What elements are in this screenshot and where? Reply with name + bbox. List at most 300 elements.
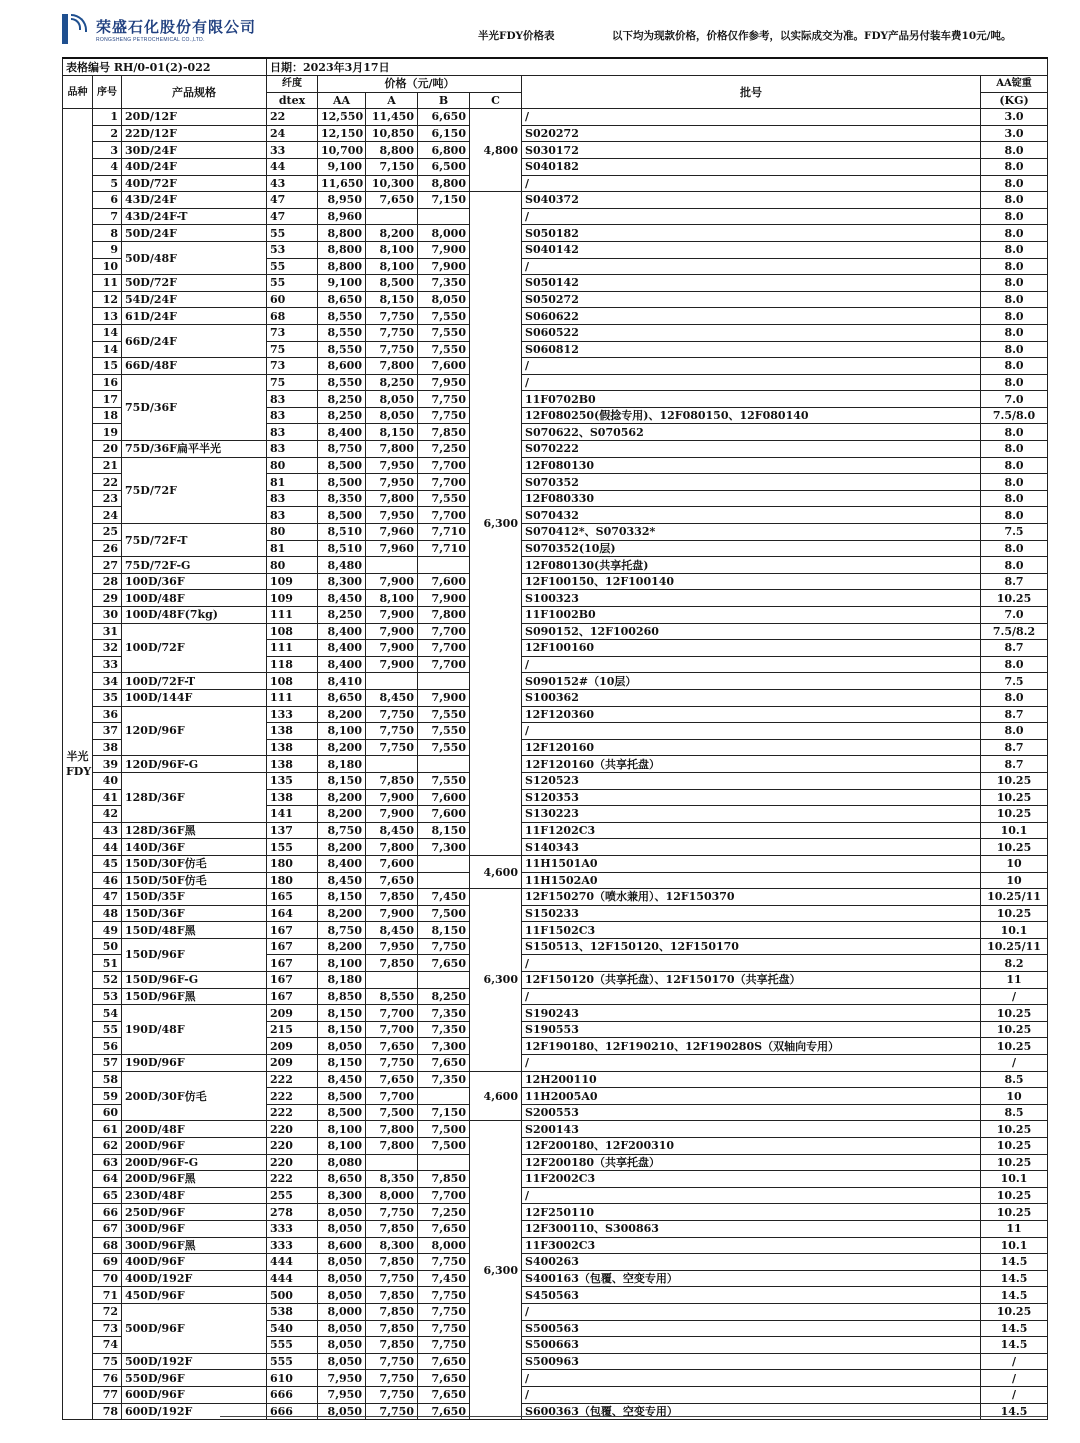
price-a: 8,450 [366,922,418,939]
dtex: 209 [267,1055,318,1072]
dtex: 109 [267,573,318,590]
price-aa: 8,250 [318,607,366,624]
table-row [63,922,1048,939]
price-a: 11,450 [366,109,418,126]
price-a: 7,850 [366,772,418,789]
batch-number: S150513、12F150120、12F150170 [522,938,981,955]
batch-number: S450563 [522,1287,981,1304]
batch-number: 12F080130 [522,457,981,474]
aa-weight: 8.0 [981,175,1048,192]
row-number: 35 [93,689,122,706]
product-spec: 66D/24F [122,324,267,357]
price-b: 7,550 [418,308,470,325]
price-aa: 8,400 [318,640,366,657]
product-spec: 43D/24F [122,192,267,209]
table-row [63,158,1048,175]
dtex: 24 [267,125,318,142]
product-spec: 600D/192F [122,1403,267,1420]
batch-number: 12F120360 [522,706,981,723]
product-spec: 150D/96F-G [122,972,267,989]
dtex: 55 [267,275,318,292]
product-spec: 54D/24F [122,291,267,308]
row-number: 66 [93,1204,122,1221]
price-aa: 8,180 [318,972,366,989]
dtex: 108 [267,673,318,690]
batch-number: S040142 [522,241,981,258]
price-a: 7,500 [366,1104,418,1121]
price-b: 7,500 [418,905,470,922]
product-spec: 200D/96F-G [122,1154,267,1171]
dtex: 83 [267,407,318,424]
divider [220,1416,1047,1417]
product-spec: 200D/96F黑 [122,1171,267,1188]
price-aa: 8,050 [318,1038,366,1055]
batch-number: 11H1501A0 [522,855,981,872]
product-spec: 230D/48F [122,1187,267,1204]
price-a: 8,000 [366,1187,418,1204]
dtex: 73 [267,358,318,375]
price-date: 日期：2023年3月17日 [267,58,1048,76]
price-aa: 8,050 [318,1287,366,1304]
batch-number: S200143 [522,1121,981,1138]
product-spec: 150D/50F仿毛 [122,872,267,889]
price-aa: 8,800 [318,241,366,258]
aa-weight: 10.25 [981,1154,1048,1171]
row-number: 7 [93,208,122,225]
dtex: 255 [267,1187,318,1204]
row-number: 78 [93,1403,122,1420]
dtex: 444 [267,1270,318,1287]
price-aa: 8,150 [318,1055,366,1072]
row-number: 17 [93,391,122,408]
aa-weight: 11 [981,972,1048,989]
price-b [418,756,470,773]
price-a: 7,900 [366,623,418,640]
dtex: 444 [267,1254,318,1271]
batch-number: 12F150270（喷水兼用）、12F150370 [522,889,981,906]
price-aa: 8,500 [318,1088,366,1105]
price-b: 8,800 [418,175,470,192]
price-a: 7,950 [366,507,418,524]
price-aa: 8,510 [318,540,366,557]
batch-number: 12F250110 [522,1204,981,1221]
table-row [63,1287,1048,1304]
row-number: 28 [93,573,122,590]
table-row [63,1353,1048,1370]
aa-weight: 3.0 [981,125,1048,142]
product-spec: 200D/96F [122,1138,267,1155]
dtex: 137 [267,822,318,839]
price-aa: 8,350 [318,490,366,507]
price-aa: 8,450 [318,872,366,889]
aa-weight: 10.25 [981,1138,1048,1155]
header-spec: 产品规格 [122,76,267,109]
dtex: 222 [267,1104,318,1121]
product-spec: 190D/96F [122,1055,267,1072]
price-b: 7,450 [418,889,470,906]
price-b: 7,900 [418,590,470,607]
product-spec: 400D/192F [122,1270,267,1287]
batch-number: S500563 [522,1320,981,1337]
price-a: 7,900 [366,607,418,624]
price-a: 8,050 [366,391,418,408]
batch-number: 12F120160（共享托盘） [522,756,981,773]
row-number: 70 [93,1270,122,1287]
batch-number: S020272 [522,125,981,142]
row-number: 64 [93,1171,122,1188]
price-b [418,1154,470,1171]
table-row [63,1005,1048,1022]
price-aa: 8,400 [318,855,366,872]
aa-weight: 8.0 [981,308,1048,325]
dtex: 81 [267,474,318,491]
price-aa: 8,650 [318,291,366,308]
product-spec: 150D/35F [122,889,267,906]
price-b: 7,700 [418,640,470,657]
aa-weight: 10.25 [981,772,1048,789]
dtex: 500 [267,1287,318,1304]
dtex: 666 [267,1386,318,1403]
table-row [63,607,1048,624]
table-row [63,109,1048,126]
batch-number: S050142 [522,275,981,292]
price-aa: 7,950 [318,1386,366,1403]
dtex: 133 [267,706,318,723]
product-spec: 150D/96F [122,938,267,971]
price-b: 7,650 [418,1220,470,1237]
header-grade-a: A [366,92,418,109]
product-spec: 150D/96F黑 [122,988,267,1005]
table-row [63,1403,1048,1420]
dtex: 222 [267,1071,318,1088]
price-b: 7,750 [418,1303,470,1320]
price-aa: 8,960 [318,208,366,225]
dtex: 167 [267,938,318,955]
price-aa: 8,650 [318,689,366,706]
price-a: 7,850 [366,1303,418,1320]
price-b: 7,700 [418,656,470,673]
price-aa: 8,450 [318,590,366,607]
price-a: 7,800 [366,490,418,507]
price-a [366,972,418,989]
aa-weight: 14.5 [981,1254,1048,1271]
price-aa: 8,200 [318,806,366,823]
batch-number: 12H200110 [522,1071,981,1088]
price-b: 7,850 [418,424,470,441]
row-number: 5 [93,175,122,192]
product-spec: 40D/24F [122,158,267,175]
price-b: 7,750 [418,1254,470,1271]
aa-weight: 7.5 [981,524,1048,541]
batch-number: S030172 [522,142,981,159]
price-c: 4,600 [470,1071,522,1121]
table-body [63,109,1048,1420]
aa-weight: 8.0 [981,341,1048,358]
table-row [63,706,1048,723]
price-b: 7,650 [418,1386,470,1403]
dtex: 220 [267,1121,318,1138]
price-a: 7,800 [366,839,418,856]
dtex: 333 [267,1237,318,1254]
aa-weight: 7.0 [981,391,1048,408]
aa-weight: 7.0 [981,607,1048,624]
aa-weight: 8.0 [981,474,1048,491]
row-number: 56 [93,1038,122,1055]
price-aa: 8,550 [318,324,366,341]
price-b: 7,550 [418,706,470,723]
price-a: 7,850 [366,955,418,972]
batch-number: 12F300110、S300863 [522,1220,981,1237]
header-dtex-label: 纤度 [267,76,318,93]
aa-weight: / [981,1055,1048,1072]
table-row [63,1270,1048,1287]
table-row [63,225,1048,242]
row-number: 18 [93,407,122,424]
row-number: 52 [93,972,122,989]
price-b: 8,150 [418,822,470,839]
product-spec: 75D/72F-G [122,557,267,574]
price-aa: 8,480 [318,557,366,574]
row-number: 71 [93,1287,122,1304]
price-b: 7,550 [418,723,470,740]
row-number: 75 [93,1353,122,1370]
price-a: 7,800 [366,441,418,458]
price-c: 4,800 [470,109,522,192]
batch-number: S060812 [522,341,981,358]
price-b: 8,000 [418,225,470,242]
row-number: 22 [93,474,122,491]
price-a: 7,750 [366,1370,418,1387]
product-spec: 75D/72F [122,457,267,523]
table-row [63,1220,1048,1237]
product-spec: 150D/36F [122,905,267,922]
price-a: 8,550 [366,988,418,1005]
price-aa: 8,200 [318,938,366,955]
dtex: 167 [267,972,318,989]
price-note: 以下均为现款价格，价格仅作参考，以实际成交为准。FDY产品另付装车费10元/吨。 [612,30,1012,42]
row-number: 49 [93,922,122,939]
batch-number: S500963 [522,1353,981,1370]
price-aa: 8,150 [318,889,366,906]
price-b: 7,700 [418,457,470,474]
dtex: 53 [267,241,318,258]
row-number: 6 [93,192,122,209]
aa-weight: 7.5 [981,673,1048,690]
dtex: 538 [267,1303,318,1320]
row-number: 14 [93,324,122,341]
product-spec: 150D/30F仿毛 [122,855,267,872]
price-b: 7,700 [418,623,470,640]
price-b: 7,550 [418,772,470,789]
batch-number: S090152#（10层） [522,673,981,690]
batch-number: S070352 [522,474,981,491]
batch-number: S070432 [522,507,981,524]
aa-weight: 10.1 [981,1237,1048,1254]
aa-weight: 10.1 [981,822,1048,839]
price-a: 7,850 [366,889,418,906]
dtex: 666 [267,1403,318,1420]
price-b: 7,250 [418,1204,470,1221]
price-aa: 8,300 [318,573,366,590]
dtex: 209 [267,1005,318,1022]
dtex: 333 [267,1220,318,1237]
table-row [63,1171,1048,1188]
dtex: 138 [267,789,318,806]
row-number: 40 [93,772,122,789]
price-aa: 8,650 [318,1171,366,1188]
row-number: 62 [93,1138,122,1155]
price-aa: 8,800 [318,258,366,275]
batch-number: 12F150120（共享托盘）、12F150170（共享托盘） [522,972,981,989]
aa-weight: 8.0 [981,656,1048,673]
dtex: 180 [267,855,318,872]
dtex: 555 [267,1353,318,1370]
table-row [63,1187,1048,1204]
table-row [63,1055,1048,1072]
price-a: 7,850 [366,1220,418,1237]
product-spec: 75D/36F [122,374,267,440]
table-row [63,1154,1048,1171]
price-aa: 10,700 [318,142,366,159]
dtex: 220 [267,1138,318,1155]
price-aa: 9,100 [318,158,366,175]
row-number: 60 [93,1104,122,1121]
dtex: 155 [267,839,318,856]
aa-weight: 10.25 [981,590,1048,607]
row-number: 2 [93,125,122,142]
dtex: 33 [267,142,318,159]
price-c: 6,300 [470,192,522,856]
price-b: 7,600 [418,358,470,375]
price-aa: 8,500 [318,457,366,474]
product-spec: 200D/48F [122,1121,267,1138]
dtex: 215 [267,1021,318,1038]
price-a: 7,900 [366,789,418,806]
price-b: 7,500 [418,1121,470,1138]
aa-weight: 8.0 [981,208,1048,225]
variety-cell: 半光FDY [63,109,93,1420]
price-aa: 8,400 [318,424,366,441]
price-aa: 8,050 [318,1403,366,1420]
row-number: 63 [93,1154,122,1171]
batch-number: S100362 [522,689,981,706]
product-spec: 500D/192F [122,1353,267,1370]
aa-weight: 8.0 [981,324,1048,341]
batch-number: / [522,358,981,375]
aa-weight: 8.2 [981,955,1048,972]
price-aa: 8,550 [318,308,366,325]
row-number: 53 [93,988,122,1005]
price-b: 7,550 [418,341,470,358]
price-aa: 8,850 [318,988,366,1005]
price-a: 7,850 [366,1320,418,1337]
price-b: 7,710 [418,524,470,541]
price-aa: 8,500 [318,1104,366,1121]
batch-number: 11H1502A0 [522,872,981,889]
dtex: 111 [267,689,318,706]
table-row [63,1071,1048,1088]
aa-weight: 10.25 [981,1303,1048,1320]
price-aa: 8,250 [318,407,366,424]
dtex: 60 [267,291,318,308]
batch-number: S500663 [522,1337,981,1354]
price-aa: 8,500 [318,507,366,524]
row-number: 25 [93,524,122,541]
price-b: 7,700 [418,474,470,491]
price-a: 7,900 [366,656,418,673]
price-aa: 8,150 [318,1021,366,1038]
batch-number: S190553 [522,1021,981,1038]
table-row [63,1303,1048,1320]
dtex: 135 [267,772,318,789]
price-b: 7,350 [418,1021,470,1038]
aa-weight: 8.0 [981,441,1048,458]
price-b: 7,150 [418,1104,470,1121]
price-b: 7,500 [418,1138,470,1155]
batch-number: 11F3002C3 [522,1237,981,1254]
dtex: 111 [267,607,318,624]
price-b: 7,650 [418,955,470,972]
table-row [63,1237,1048,1254]
price-b [418,855,470,872]
batch-number: 11F0702B0 [522,391,981,408]
form-number: 表格编号 RH/0-01(2)-022 [63,58,267,76]
price-aa: 8,200 [318,839,366,856]
batch-number: S050182 [522,225,981,242]
price-a: 7,750 [366,1055,418,1072]
price-aa: 8,200 [318,739,366,756]
aa-weight: 10.25 [981,789,1048,806]
price-aa: 8,100 [318,1138,366,1155]
product-spec: 120D/96F-G [122,756,267,773]
price-a: 8,150 [366,424,418,441]
price-b: 8,050 [418,291,470,308]
header-weight-label: AA锭重 [981,76,1048,93]
batch-number: S400163（包覆、空变专用） [522,1270,981,1287]
table-row [63,1254,1048,1271]
price-b: 7,750 [418,1287,470,1304]
company-name-en: RONGSHENG PETROCHEMICAL CO.,LTD. [96,36,205,43]
company-name-cn: 荣盛石化股份有限公司 [96,18,257,36]
dtex: 118 [267,656,318,673]
product-spec: 600D/96F [122,1386,267,1403]
price-a: 8,250 [366,374,418,391]
row-number: 46 [93,872,122,889]
product-spec: 128D/36F黑 [122,822,267,839]
price-a: 7,750 [366,1353,418,1370]
batch-number: / [522,109,981,126]
dtex: 108 [267,623,318,640]
table-row [63,872,1048,889]
price-b: 7,900 [418,689,470,706]
row-number: 77 [93,1386,122,1403]
table-row [63,175,1048,192]
price-aa: 8,050 [318,1204,366,1221]
dtex: 81 [267,540,318,557]
dtex: 80 [267,557,318,574]
aa-weight: 8.0 [981,241,1048,258]
batch-number: 11F1502C3 [522,922,981,939]
aa-weight: 10 [981,872,1048,889]
dtex: 138 [267,756,318,773]
header-grade-aa: AA [318,92,366,109]
header-variety: 品种 [63,76,93,109]
price-a: 7,960 [366,540,418,557]
aa-weight: 8.0 [981,291,1048,308]
price-aa: 8,200 [318,905,366,922]
aa-weight: / [981,1386,1048,1403]
price-aa: 8,150 [318,1005,366,1022]
